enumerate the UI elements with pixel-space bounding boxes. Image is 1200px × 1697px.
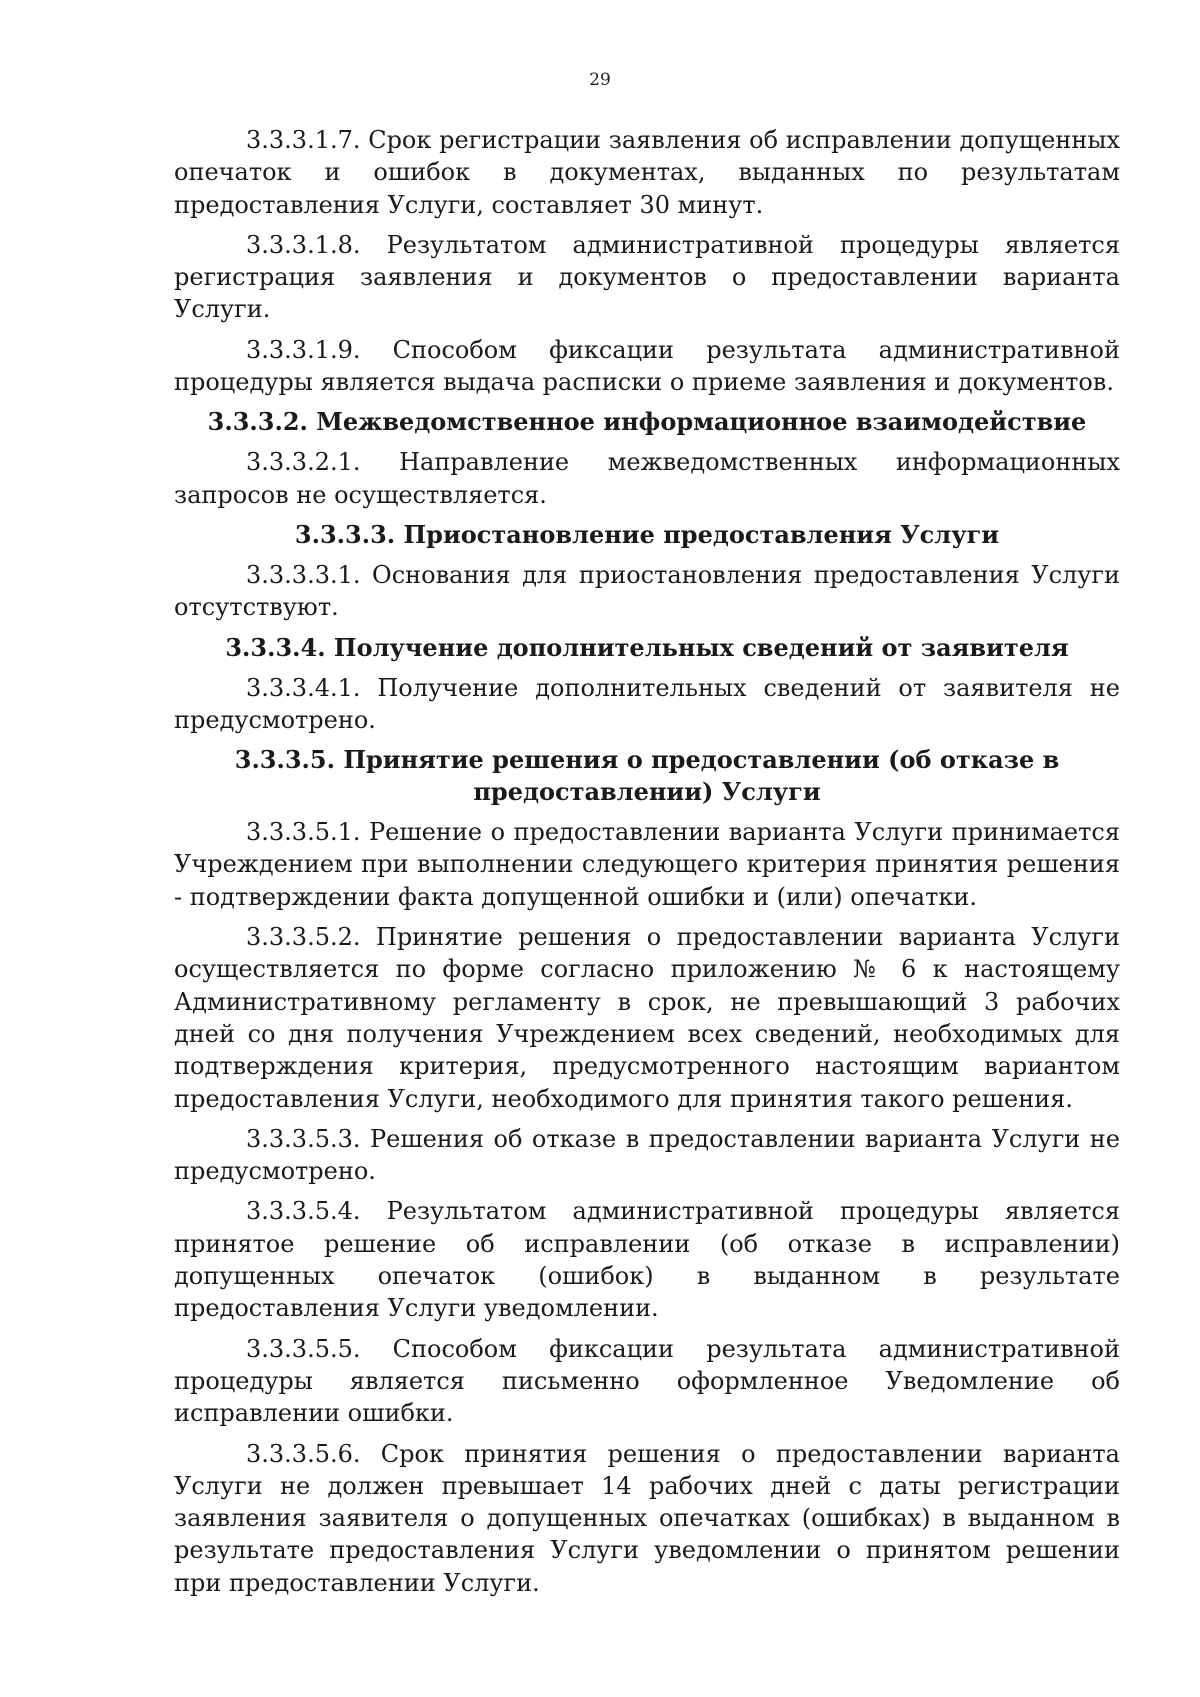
paragraph-3-3-3-5-4: 3.3.3.5.4. Результатом административной процедуры является принятое решение об исправлении (об отказе в исправлении) допущенных опечаток (ошибок) в выданном в результате предоставления Услуги уведомлении.: [174, 1197, 1120, 1323]
paragraph-3-3-3-3-1: 3.3.3.3.1. Основания для приостановления предоставления Услуги отсутствуют.: [174, 560, 1120, 622]
paragraph-3-3-3-4-1: 3.3.3.4.1. Получение дополнительных сведений от заявителя не предусмотрено.: [174, 673, 1120, 734]
paragraph-3-3-3-2-1: 3.3.3.2.1. Направление межведомственных информационных запросов не осуществляется.: [174, 448, 1120, 509]
heading-line: 3.3.3.2. Межведомственное информационное взаимодействие: [207, 407, 1087, 437]
heading-line: 3.3.3.5. Принятие решения о предоставлении (об отказе в: [234, 745, 1060, 775]
heading-3-3-3-2: [174, 406, 1120, 438]
paragraph-3-3-3-1-8: 3.3.3.1.8. Результатом административной процедуры является регистрация заявления и документов о предоставлении варианта Услуги.: [174, 230, 1120, 324]
heading-line: предоставлении) Услуги: [473, 777, 821, 807]
heading-3-3-3-4: [174, 632, 1120, 664]
heading-line: 3.3.3.4. Получение дополнительных сведений от заявителя: [225, 632, 1069, 662]
paragraph-3-3-3-5-1: 3.3.3.5.1. Решение о предоставлении варианта Услуги принимается Учреждением при выполнении следующего критерия принятия решения - подтверждении факта допущенной ошибки и (или) опечатки.: [174, 818, 1120, 911]
paragraph-3-3-3-1-7: 3.3.3.1.7. Срок регистрации заявления об исправлении допущенных опечаток и ошибок в документах, выданных по результатам предоставления Услуги, составляет 30 минут.: [174, 126, 1120, 219]
paragraph-3-3-3-5-5: 3.3.3.5.5. Способом фиксации результата административной процедуры является письменно оформленное Уведомление об исправлении ошибки.: [174, 1334, 1120, 1428]
document-body: [174, 124, 1120, 1607]
paragraph-3-3-3-5-6: 3.3.3.5.6. Срок принятия решения о предоставлении варианта Услуги не должен превышает 14 рабочих дней с даты регистрации заявления заявителя о допущенных опечатках (ошибках) в выданном в результате предоставления Услуги уведомлении о принятом решении при предоставлении Услуги.: [174, 1439, 1120, 1597]
page-number: 29: [589, 70, 611, 90]
heading-line: 3.3.3.3. Приостановление предоставления Услуги: [294, 519, 1000, 549]
paragraph-3-3-3-1-9: 3.3.3.1.9. Способом фиксации результата административной процедуры является выдача расписки о приеме заявления и документов.: [174, 335, 1120, 397]
paragraph-3-3-3-5-3: 3.3.3.5.3. Решения об отказе в предоставлении варианта Услуги не предусмотрено.: [174, 1124, 1120, 1186]
heading-3-3-3-5: [174, 744, 1120, 808]
paragraph-3-3-3-5-2: 3.3.3.5.2. Принятие решения о предоставлении варианта Услуги осуществляется по форме согласно приложению № 6 к настоящему Административному регламенту в срок, не превышающий 3 рабочих дней со дня получения Учреждением всех сведений, необходимых для подтверждения критерия, предусмотренного настоящим вариантом предоставления Услуги, необходимого для принятия такого решения.: [174, 923, 1120, 1113]
heading-3-3-3-3: [174, 519, 1120, 551]
